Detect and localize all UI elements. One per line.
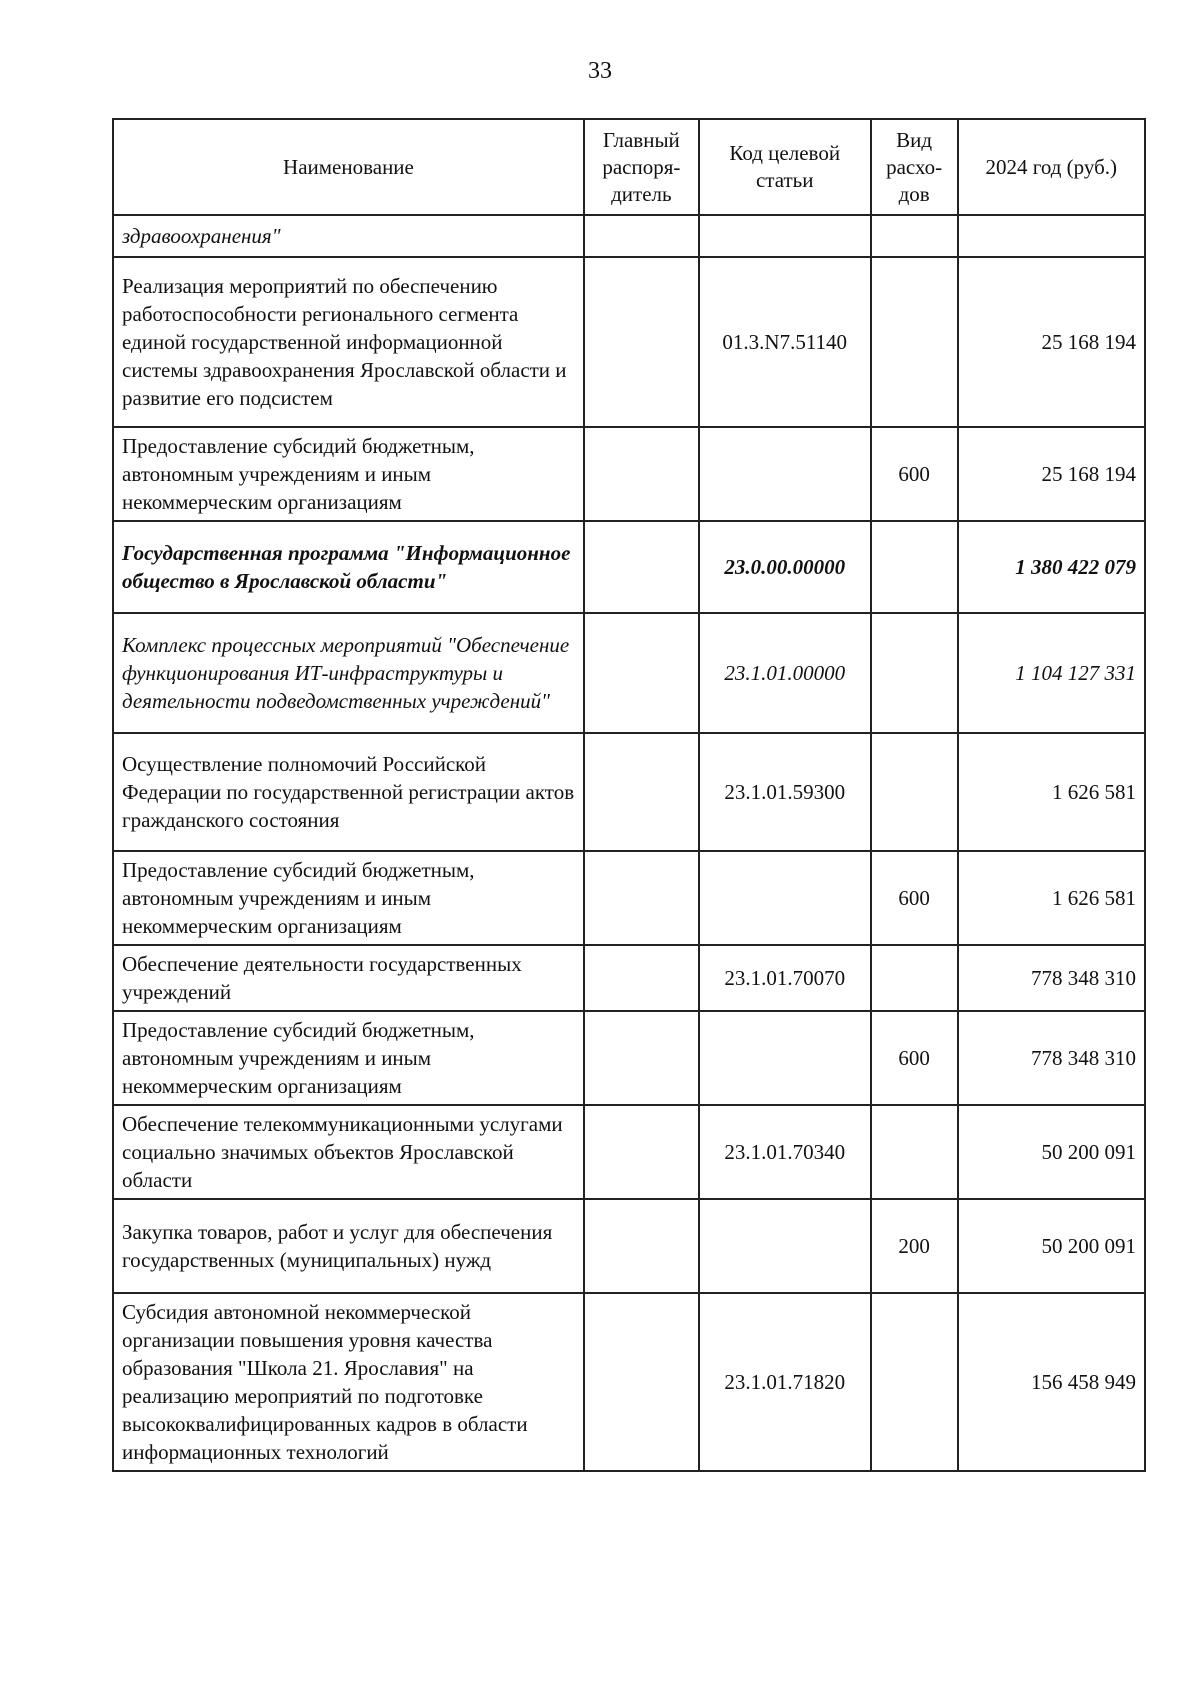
row-name: Государственная программа "Информационное общество в Ярославской области" — [113, 521, 584, 613]
row-amount: 778 348 310 — [958, 945, 1145, 1011]
row-name: Обеспечение телекоммуникационными услугами социально значимых объектов Ярославской области — [113, 1105, 584, 1199]
row-target-code — [699, 1199, 871, 1293]
row-name: Субсидия автономной некоммерческой организации повышения уровня качества образования "Школа 21. Ярославия" на реализацию мероприятий по подготовке высококвалифицированных кадров в области информационных технологий — [113, 1293, 584, 1471]
row-expense-type — [871, 1293, 958, 1471]
table-header-row — [113, 119, 1145, 215]
row-amount: 50 200 091 — [958, 1105, 1145, 1199]
table-row — [113, 945, 1145, 1011]
row-target-code — [699, 427, 871, 521]
row-name: Предоставление субсидий бюджетным, автономным учреждениям и иным некоммерческим организациям — [113, 427, 584, 521]
row-name: Предоставление субсидий бюджетным, автономным учреждениям и иным некоммерческим организациям — [113, 1011, 584, 1105]
row-expense-type: 600 — [871, 851, 958, 945]
budget-table — [112, 118, 1146, 1472]
row-target-code: 23.1.01.71820 — [699, 1293, 871, 1471]
table-row — [113, 613, 1145, 733]
row-chief-manager — [584, 1105, 699, 1199]
table-row — [113, 733, 1145, 851]
row-chief-manager — [584, 733, 699, 851]
page-number: 33 — [588, 58, 612, 84]
row-name: Обеспечение деятельности государственных учреждений — [113, 945, 584, 1011]
row-target-code — [699, 215, 871, 257]
row-chief-manager — [584, 427, 699, 521]
row-expense-type: 600 — [871, 427, 958, 521]
header-target-code: Код целевой статьи — [699, 119, 871, 215]
table-row — [113, 521, 1145, 613]
table-body — [113, 215, 1145, 1471]
table-row — [113, 1105, 1145, 1199]
row-expense-type — [871, 1105, 958, 1199]
table-row — [113, 257, 1145, 427]
row-amount: 778 348 310 — [958, 1011, 1145, 1105]
row-target-code: 23.0.00.00000 — [699, 521, 871, 613]
header-expense-type: Вид расхо-дов — [871, 119, 958, 215]
row-amount: 25 168 194 — [958, 257, 1145, 427]
table-row — [113, 851, 1145, 945]
row-amount: 1 104 127 331 — [958, 613, 1145, 733]
row-amount: 50 200 091 — [958, 1199, 1145, 1293]
row-expense-type — [871, 945, 958, 1011]
row-chief-manager — [584, 521, 699, 613]
header-year-amount: 2024 год (руб.) — [958, 119, 1145, 215]
row-target-code — [699, 851, 871, 945]
row-expense-type: 600 — [871, 1011, 958, 1105]
table-row — [113, 1199, 1145, 1293]
row-name: Осуществление полномочий Российской Федерации по государственной регистрации актов гражданского состояния — [113, 733, 584, 851]
row-chief-manager — [584, 1293, 699, 1471]
row-target-code: 23.1.01.59300 — [699, 733, 871, 851]
row-chief-manager — [584, 257, 699, 427]
table-row — [113, 427, 1145, 521]
row-name: здравоохранения" — [113, 215, 584, 257]
row-expense-type — [871, 733, 958, 851]
row-target-code — [699, 1011, 871, 1105]
row-expense-type — [871, 257, 958, 427]
row-target-code: 23.1.01.00000 — [699, 613, 871, 733]
row-name: Закупка товаров, работ и услуг для обеспечения государственных (муниципальных) нужд — [113, 1199, 584, 1293]
row-amount: 156 458 949 — [958, 1293, 1145, 1471]
row-amount: 1 380 422 079 — [958, 521, 1145, 613]
row-chief-manager — [584, 945, 699, 1011]
row-chief-manager — [584, 215, 699, 257]
row-target-code: 23.1.01.70340 — [699, 1105, 871, 1199]
header-chief-manager: Главный распоря-дитель — [584, 119, 699, 215]
row-chief-manager — [584, 1199, 699, 1293]
header-name: Наименование — [113, 119, 584, 215]
row-name: Предоставление субсидий бюджетным, автономным учреждениям и иным некоммерческим организациям — [113, 851, 584, 945]
row-chief-manager — [584, 1011, 699, 1105]
row-target-code: 01.3.N7.51140 — [699, 257, 871, 427]
table-row — [113, 1011, 1145, 1105]
row-chief-manager — [584, 613, 699, 733]
row-amount: 1 626 581 — [958, 851, 1145, 945]
row-amount: 25 168 194 — [958, 427, 1145, 521]
row-target-code: 23.1.01.70070 — [699, 945, 871, 1011]
row-amount — [958, 215, 1145, 257]
row-name: Комплекс процессных мероприятий "Обеспечение функционирования ИТ-инфраструктуры и деятельности подведомственных учреждений" — [113, 613, 584, 733]
row-name: Реализация мероприятий по обеспечению работоспособности регионального сегмента единой государственной информационной системы здравоохранения Ярославской области и развитие его подсистем — [113, 257, 584, 427]
row-amount: 1 626 581 — [958, 733, 1145, 851]
table-row — [113, 215, 1145, 257]
row-expense-type — [871, 521, 958, 613]
row-expense-type — [871, 613, 958, 733]
row-expense-type — [871, 215, 958, 257]
table-row — [113, 1293, 1145, 1471]
row-expense-type: 200 — [871, 1199, 958, 1293]
row-chief-manager — [584, 851, 699, 945]
